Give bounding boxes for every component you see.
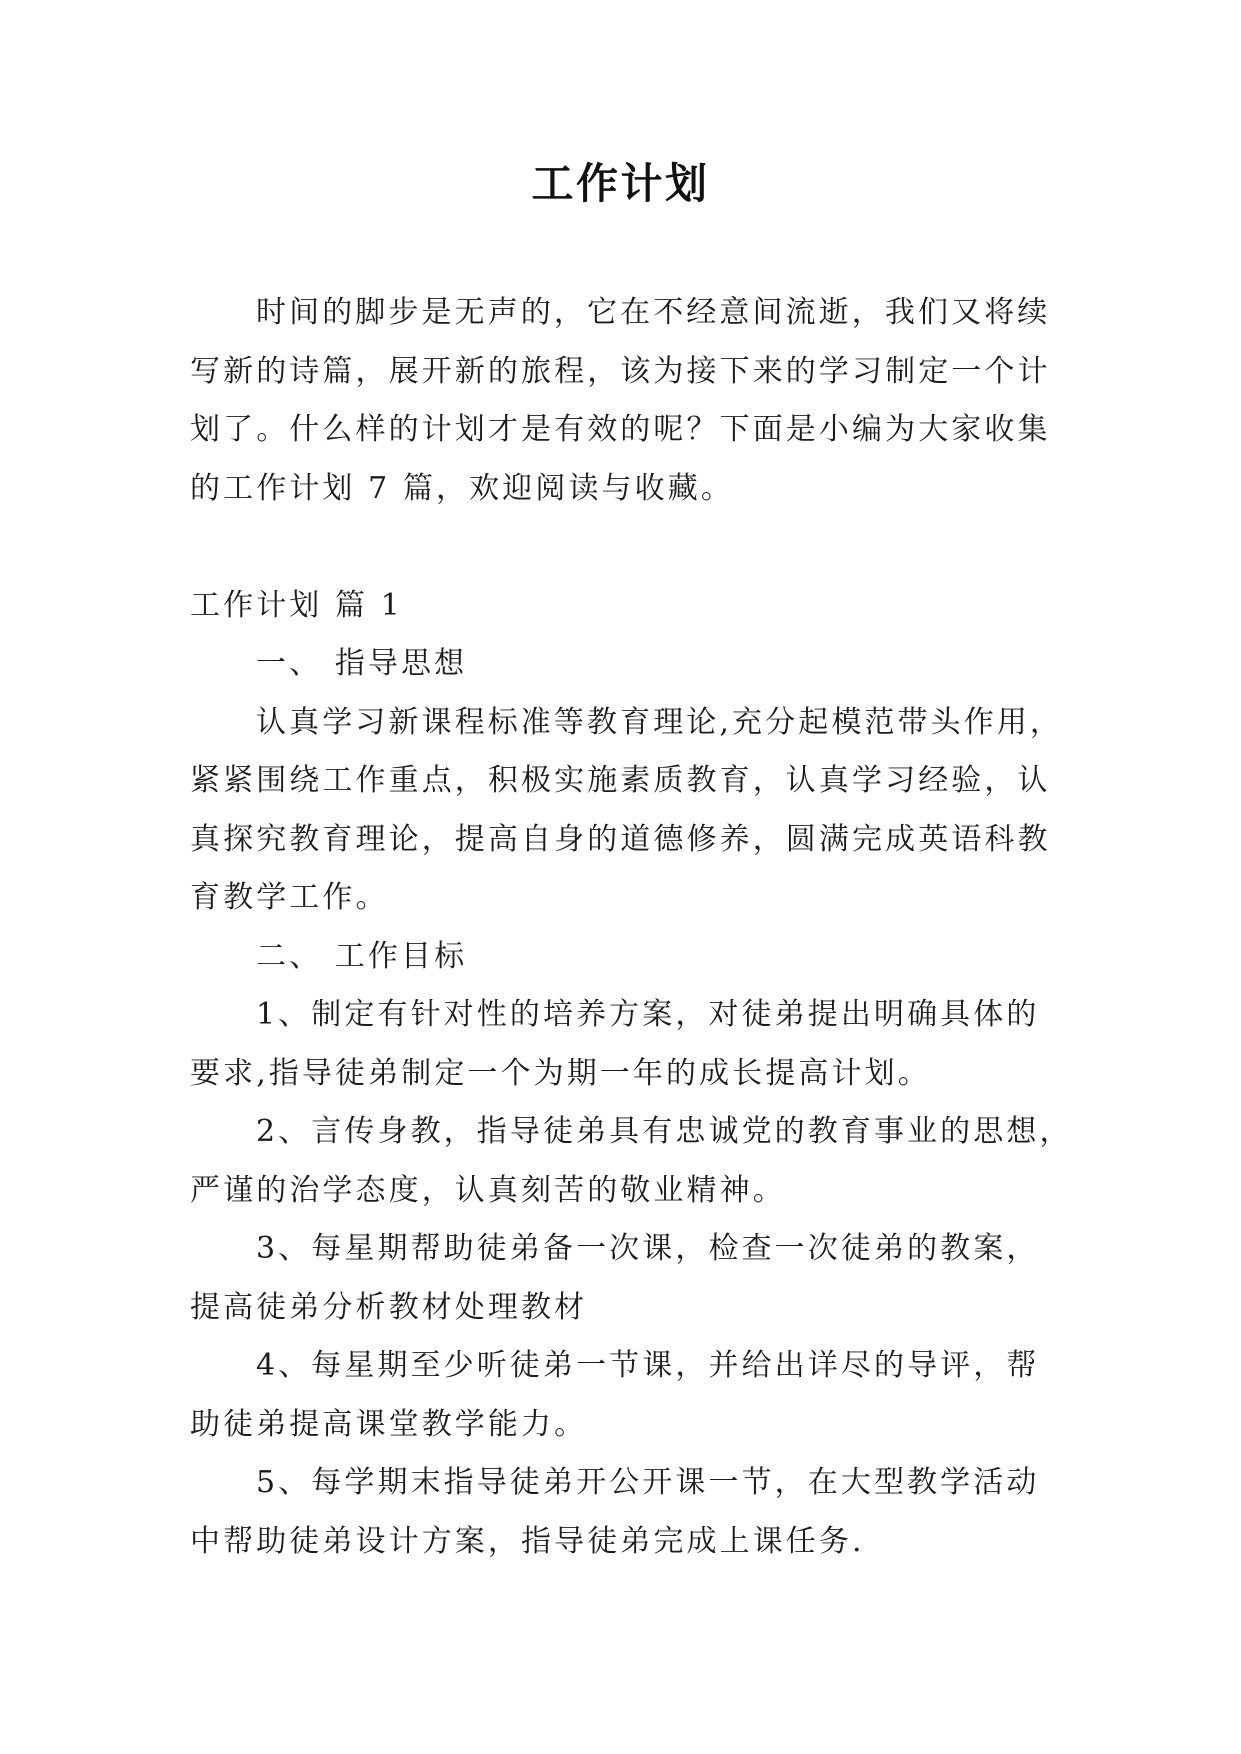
body-line: 真探究教育理论，提高自身的道德修养，圆满完成英语科教 [190,821,1051,857]
list-item-line: 1、制定有针对性的培养方案，对徒弟提出明确具体的 [256,997,1040,1032]
list-item-line: 助徒弟提高课堂教学能力。 [190,1406,588,1442]
intro-line: 划了。什么样的计划才是有效的呢？下面是小编为大家收集 [190,412,1051,447]
body-line: 紧紧围绕工作重点，积极实施素质教育，认真学习经验，认 [190,763,1051,798]
list-item [190,1337,1051,1454]
list-item [190,1220,1051,1337]
intro-line: 写新的诗篇，展开新的旅程，该为接下来的学习制定一个计 [190,353,1051,389]
intro-paragraph [190,284,1051,518]
list-item-line: 3、每星期帮助徒弟备一次课，检查一次徒弟的教案， [256,1231,1040,1266]
part-label: 工作计划 篇 1 [190,587,403,623]
list-item-line: 4、每星期至少听徒弟一节课，并给出详尽的导评，帮 [256,1348,1040,1383]
section-heading: 二、 工作目标 [256,938,468,974]
list-item [190,1103,1073,1220]
list-item-line: 要求,指导徒弟制定一个为期一年的成长提高计划。 [190,1055,931,1091]
intro-line: 的工作计划 7 篇，欢迎阅读与收藏。 [190,470,734,506]
blank-line [190,518,1051,577]
document-body [190,284,1073,1571]
list-item-line: 严谨的治学态度，认真刻苦的敬业精神。 [190,1172,786,1208]
list-item-line: 提高徒弟分析教材处理教材 [190,1289,588,1325]
section-heading: 一、 指导思想 [256,646,468,681]
list-item-line: 中帮助徒弟设计方案，指导徒弟完成上课任务. [190,1523,865,1559]
list-item [190,986,1051,1103]
list-item-line: 5、每学期末指导徒弟开公开课一节，在大型教学活动 [256,1465,1040,1500]
document-title: 工作计划 [531,159,710,208]
body-line: 育教学工作。 [190,880,389,915]
intro-line: 时间的脚步是无声的，它在不经意间流逝，我们又将续 [256,295,1051,330]
list-item [190,1454,1051,1571]
section-paragraph [190,694,1064,928]
body-line: 认真学习新课程标准等教育理论,充分起模范带头作用， [256,704,1064,740]
list-item-line: 2、言传身教，指导徒弟具有忠诚党的教育事业的思想， [256,1114,1073,1149]
